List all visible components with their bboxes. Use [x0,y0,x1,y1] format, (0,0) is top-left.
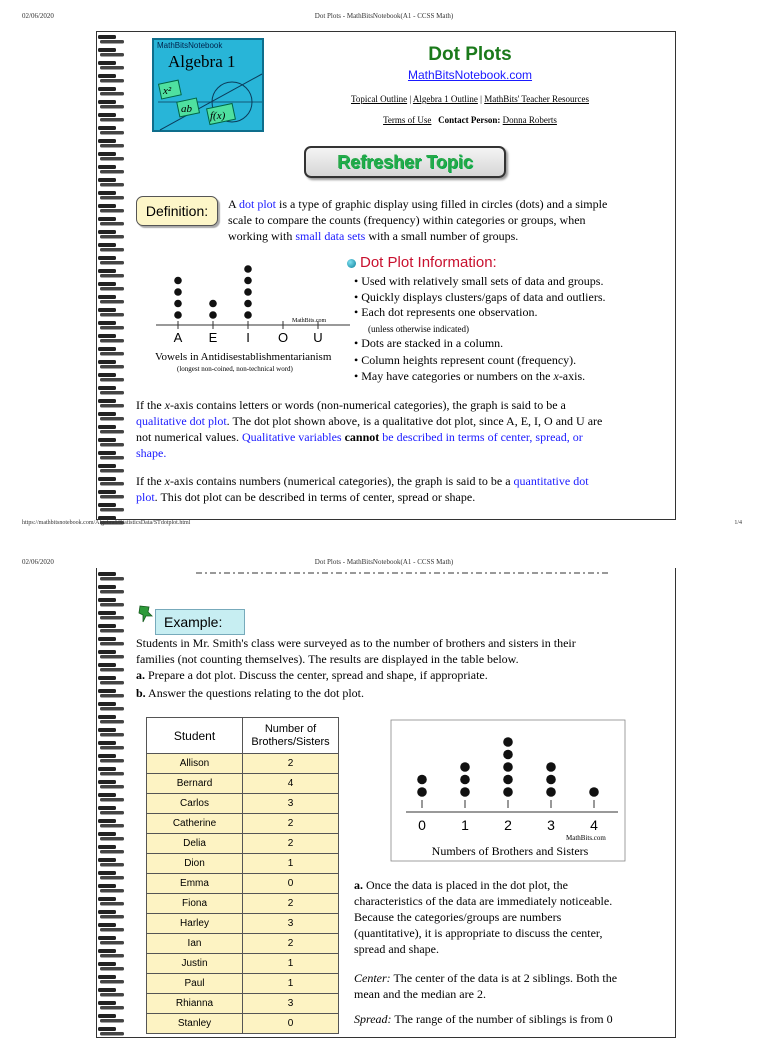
spiral-ring [100,183,124,187]
spiral-ring [100,287,124,291]
spiral-ring [98,113,116,117]
siblings-tick-label: 2 [504,817,512,833]
table-row [147,914,339,934]
spiral-ring [100,131,124,135]
student-name-cell: Catherine [147,814,243,834]
spiral-ring [100,629,124,633]
logo-brand: MathBitsNotebook [157,41,223,50]
table-row [147,994,339,1014]
spiral-ring [98,689,116,693]
spiral-ring [100,915,124,919]
siblings-dot [503,737,513,747]
spiral-ring [98,438,116,442]
vowel-subcaption: (longest non-coined, non-technical word) [177,365,293,373]
example-label: Example: [155,609,245,635]
student-name-cell: Emma [147,874,243,894]
spiral-ring [98,819,116,823]
spiral-ring [98,178,116,182]
siblings-dot [460,775,470,785]
siblings-tick-label: 3 [547,817,555,833]
spiral-ring [100,577,124,581]
vowel-dot [174,311,182,319]
table-row [147,774,339,794]
siblings-dot [589,787,599,797]
siblings-caption: Numbers of Brothers and Sisters [431,844,589,858]
spiral-ring [100,616,124,620]
spiral-ring [98,282,116,286]
refresher-topic-banner: Refresher Topic [304,146,506,178]
qualitative-paragraph: If the x-axis contains letters or words (non-numerical categories), the graph is said to be a qualitative dot plot. The dot plot shown above, is a qualitative dot plot, since A, E, I, O and U are not numerical values. Qualitative variables cannot be described in terms of center, spread, or shape. [136,398,603,460]
sibling-count-cell: 1 [243,854,339,874]
spiral-ring [100,902,124,906]
spiral-ring [100,941,124,945]
logo-title: Algebra 1 [168,52,236,71]
spiral-ring [100,993,124,997]
pushpin-icon [137,604,155,624]
table-row [147,794,339,814]
spiral-ring [98,611,116,615]
contact-name-link[interactable]: Donna Roberts [502,115,557,125]
contact-label: Contact Person: [438,115,501,125]
spiral-ring [100,144,124,148]
siblings-dot-plot [388,718,628,863]
spiral-ring [98,585,116,589]
spiral-ring [100,430,124,434]
vowel-tick-label: I [246,330,250,345]
definition-text: A dot plot is a type of graphic display using filled in circles (dots) and a simple scale to compare the counts (frequency) within categories or groups, when working with small data sets with a small number of groups. [228,197,608,243]
spiral-ring [100,772,124,776]
siblings-dot [460,787,470,797]
spiral-ring [98,386,116,390]
spiral-ring [100,824,124,828]
spiral-ring [98,715,116,719]
print-title: Dot Plots - MathBitsNotebook(A1 - CCSS Math) [314,12,454,20]
spiral-ring [98,767,116,771]
page1-print-header [0,0,768,20]
vowel-watermark: MathBits.com [292,318,327,324]
quantitative-paragraph: If the x-axis contains numbers (numerical categories), the graph is said to be a quantitative dot plot. This dot plot can be described in terms of center, spread or shape. [136,474,589,504]
spiral-ring [98,910,116,914]
spiral-ring [100,681,124,685]
spiral-ring [98,269,116,273]
siblings-tick-label: 0 [418,817,426,833]
spiral-ring [98,204,116,208]
spiral-ring [100,274,124,278]
siblings-dot [503,762,513,772]
spiral-ring [100,746,124,750]
sibling-count-cell: 0 [243,874,339,894]
spiral-ring [98,832,116,836]
spiral-ring [98,451,116,455]
table-header-student: Student [147,718,243,754]
spiral-ring [98,139,116,143]
table-row [147,854,339,874]
spiral-ring [98,256,116,260]
siblings-dot [546,775,556,785]
info-title: Dot Plot Information: [360,254,497,271]
spiral-ring [98,728,116,732]
table-row [147,934,339,954]
table-row [147,894,339,914]
table-row [147,1014,339,1034]
spiral-ring [98,858,116,862]
spiral-ring [98,780,116,784]
spiral-ring [100,300,124,304]
student-name-cell: Justin [147,954,243,974]
spiral-ring [98,87,116,91]
nav-sep: | [407,94,413,104]
spiral-ring [100,92,124,96]
spiral-ring [100,967,124,971]
spiral-ring [100,118,124,122]
vowel-dot [244,300,252,308]
teacher-resources-link[interactable]: MathBits' Teacher Resources [484,94,589,104]
vowel-dot [174,288,182,296]
spiral-ring [100,694,124,698]
spiral-ring [100,209,124,213]
sibling-count-cell: 3 [243,794,339,814]
siblings-watermark: MathBits.com [566,834,606,842]
spiral-ring [98,741,116,745]
print-date: 02/06/2020 [22,558,54,566]
siblings-dot [503,750,513,760]
page2-print-header [0,546,768,566]
spiral-ring [98,871,116,875]
spiral-ring [100,642,124,646]
spiral-ring [98,949,116,953]
student-name-cell: Fiona [147,894,243,914]
spiral-ring [98,217,116,221]
logo-graphic [154,40,266,134]
spiral-ring [100,720,124,724]
siblings-dot [546,762,556,772]
spiral-ring [100,261,124,265]
nav-sep: | [477,94,485,104]
sibling-count-cell: 2 [243,834,339,854]
spiral-ring [100,1019,124,1023]
siblings-dot [417,775,427,785]
spiral-ring [98,477,116,481]
spiral-ring [98,1001,116,1005]
spiral-ring [98,243,116,247]
spiral-ring [98,806,116,810]
info-bullet: • May have categories or numbers on the x-axis. [354,369,586,383]
sibling-count-cell: 2 [243,894,339,914]
spiral-ring [100,105,124,109]
spiral-ring [98,74,116,78]
vowel-dot [174,277,182,285]
spiral-ring [98,464,116,468]
table-row [147,954,339,974]
decorative-divider [196,568,616,578]
sibling-count-cell: 0 [243,1014,339,1034]
info-bullet: • Dots are stacked in a column. [354,336,504,350]
dot-plot-link[interactable]: dot plot [239,197,277,211]
spiral-ring [100,655,124,659]
spiral-ring [98,360,116,364]
table-row [147,874,339,894]
sibling-count-cell: 4 [243,774,339,794]
spiral-ring [100,1032,124,1036]
algebra1-logo[interactable] [152,38,264,132]
spiral-binding [96,568,126,1028]
siblings-dot [460,762,470,772]
siblings-dot [546,787,556,797]
topical-outline-link[interactable]: Topical Outline [350,94,408,104]
spiral-ring [100,365,124,369]
quantitative-dot-plot-link[interactable]: quantitative dot [513,474,589,488]
logo-x2: x² [163,85,172,97]
spiral-ring [100,456,124,460]
spiral-ring [98,48,116,52]
student-name-cell: Rhianna [147,994,243,1014]
info-bullet: • Each dot represents one observation. [354,305,538,319]
algebra-outline-link[interactable]: Algebra 1 Outline [412,94,478,104]
spiral-ring [100,248,124,252]
spiral-ring [98,1027,116,1031]
spiral-ring [100,469,124,473]
spiral-binding [96,31,126,520]
logo-ab: ab [181,103,192,115]
example-intro: Students in Mr. Smith's class were surveyed as to the number of brothers and sisters in their families (not counting themselves). The results are displayed in the table below. a. Prepare a dot plot. Discuss the center, spread and shape, if appropriate. b. Answer the questions relating to the dot plot. [136,636,576,700]
table-header-count: Number of Brothers/Sisters [243,718,339,754]
spiral-ring [100,443,124,447]
spiral-ring [98,923,116,927]
spiral-ring [100,339,124,343]
vowel-dot [244,311,252,319]
answer-a: a. Once the data is placed in the dot plot, the characteristics of the data are immediately noticeable. Because the categories/groups are numbers (quantitative), it is appropriate to discuss the center, spread and shape. [354,878,613,956]
student-name-cell: Paul [147,974,243,994]
vowel-tick-label: O [277,330,289,345]
spiral-ring [100,980,124,984]
spiral-ring [98,975,116,979]
vowel-tick-label: E [208,330,218,345]
table-row [147,754,339,774]
spiral-ring [100,798,124,802]
spiral-ring [100,352,124,356]
spiral-ring [98,793,116,797]
center-paragraph: Center: The center of the data is at 2 siblings. Both the mean and the median are 2. [354,971,618,1001]
spiral-ring [100,482,124,486]
spiral-ring [98,412,116,416]
spread-paragraph: Spread: The range of the number of siblings is from 0 [354,1012,613,1026]
spiral-ring [100,707,124,711]
spiral-ring [98,347,116,351]
nav-terms-row [300,115,640,125]
spiral-ring [100,196,124,200]
student-name-cell: Stanley [147,1014,243,1034]
vowel-tick-label: U [313,330,323,345]
student-name-cell: Delia [147,834,243,854]
spiral-ring [100,53,124,57]
print-url: https://mathbitsnotebook.com/Algebra1/StatisticsData/STdotplot.html [22,520,191,526]
spiral-ring [100,928,124,932]
table-row [147,834,339,854]
spiral-ring [98,884,116,888]
spiral-ring [100,954,124,958]
info-bullet-icon [347,259,356,268]
student-name-cell: Harley [147,914,243,934]
siblings-dot [417,787,427,797]
small-data-sets-link[interactable]: small data sets [295,229,366,243]
print-page-number: 1/4 [734,520,742,526]
vowel-dot [209,300,217,308]
sibling-count-cell: 1 [243,954,339,974]
spiral-ring [98,962,116,966]
spiral-ring [100,668,124,672]
spiral-ring [100,417,124,421]
sibling-count-cell: 2 [243,754,339,774]
spiral-ring [100,759,124,763]
siblings-table [146,717,339,1034]
sibling-count-cell: 3 [243,914,339,934]
spiral-ring [98,321,116,325]
spiral-ring [98,230,116,234]
spiral-ring [100,66,124,70]
spiral-ring [98,61,116,65]
spiral-ring [100,603,124,607]
sibling-count-cell: 2 [243,934,339,954]
spiral-ring [98,334,116,338]
terms-of-use-link[interactable]: Terms of Use [383,115,432,125]
print-title: Dot Plots - MathBitsNotebook(A1 - CCSS Math) [314,558,454,566]
spiral-ring [98,152,116,156]
siblings-tick-label: 1 [461,817,469,833]
spiral-ring [98,490,116,494]
spiral-ring [98,702,116,706]
spiral-ring [100,863,124,867]
spiral-ring [98,897,116,901]
siblings-dot [503,775,513,785]
vowel-dot [174,300,182,308]
vowel-caption: Vowels in Antidisestablishmentarianism [155,351,332,363]
info-bullet: • Quickly displays clusters/gaps of data and outliers. [354,290,606,304]
spiral-ring [98,191,116,195]
siblings-dot [503,787,513,797]
spiral-ring [100,850,124,854]
spiral-ring [100,391,124,395]
spiral-ring [98,676,116,680]
spiral-ring [98,295,116,299]
spiral-ring [98,624,116,628]
vowel-tick-label: A [173,330,183,345]
logo-fx: f(x) [210,110,226,122]
info-bullet: • Used with relatively small sets of data and groups. [354,274,604,288]
spiral-ring [100,508,124,512]
site-link[interactable]: MathBitsNotebook.com [407,68,533,82]
spiral-ring [98,663,116,667]
student-name-cell: Carlos [147,794,243,814]
table-row [147,814,339,834]
spiral-ring [100,326,124,330]
spiral-ring [98,650,116,654]
vowel-dot [244,277,252,285]
spiral-ring [100,1006,124,1010]
spiral-ring [100,313,124,317]
student-name-cell: Bernard [147,774,243,794]
qualitative-dot-plot-link[interactable]: qualitative dot plot [136,414,227,428]
spiral-ring [100,590,124,594]
spiral-ring [100,170,124,174]
spiral-ring [100,733,124,737]
spiral-ring [98,425,116,429]
student-name-cell: Ian [147,934,243,954]
spiral-ring [98,35,116,39]
spiral-ring [98,100,116,104]
spiral-ring [100,495,124,499]
spiral-ring [100,235,124,239]
siblings-tick-label: 4 [590,817,598,833]
spiral-ring [100,222,124,226]
spiral-ring [98,572,116,576]
spiral-ring [98,165,116,169]
spiral-ring [98,373,116,377]
nav-links [300,94,640,104]
student-name-cell: Dion [147,854,243,874]
spiral-ring [100,889,124,893]
definition-label: Definition: [136,196,218,226]
spiral-ring [98,399,116,403]
sibling-count-cell: 1 [243,974,339,994]
info-bullet: • Column heights represent count (frequency). [354,353,577,367]
spiral-ring [100,79,124,83]
spiral-ring [100,876,124,880]
spiral-ring [100,785,124,789]
spiral-ring [100,157,124,161]
spiral-ring [98,1014,116,1018]
spiral-ring [98,503,116,507]
spiral-ring [98,598,116,602]
sibling-count-cell: 2 [243,814,339,834]
student-name-cell: Allison [147,754,243,774]
vowel-dot [244,265,252,273]
spiral-ring [100,40,124,44]
vowel-dot [209,311,217,319]
spiral-ring [100,811,124,815]
spiral-ring [98,845,116,849]
spiral-ring [100,404,124,408]
print-date: 02/06/2020 [22,12,54,20]
page-title: Dot Plots [428,44,512,65]
spiral-ring [98,308,116,312]
spiral-ring [98,754,116,758]
spiral-ring [100,837,124,841]
spiral-ring [98,637,116,641]
spiral-ring [98,988,116,992]
spiral-ring [100,378,124,382]
spiral-ring [98,126,116,130]
spiral-ring [98,936,116,940]
vowel-dot-plot [150,250,350,345]
table-row [147,974,339,994]
info-note: (unless otherwise indicated) [368,324,469,334]
vowel-dot [244,288,252,296]
sibling-count-cell: 3 [243,994,339,1014]
